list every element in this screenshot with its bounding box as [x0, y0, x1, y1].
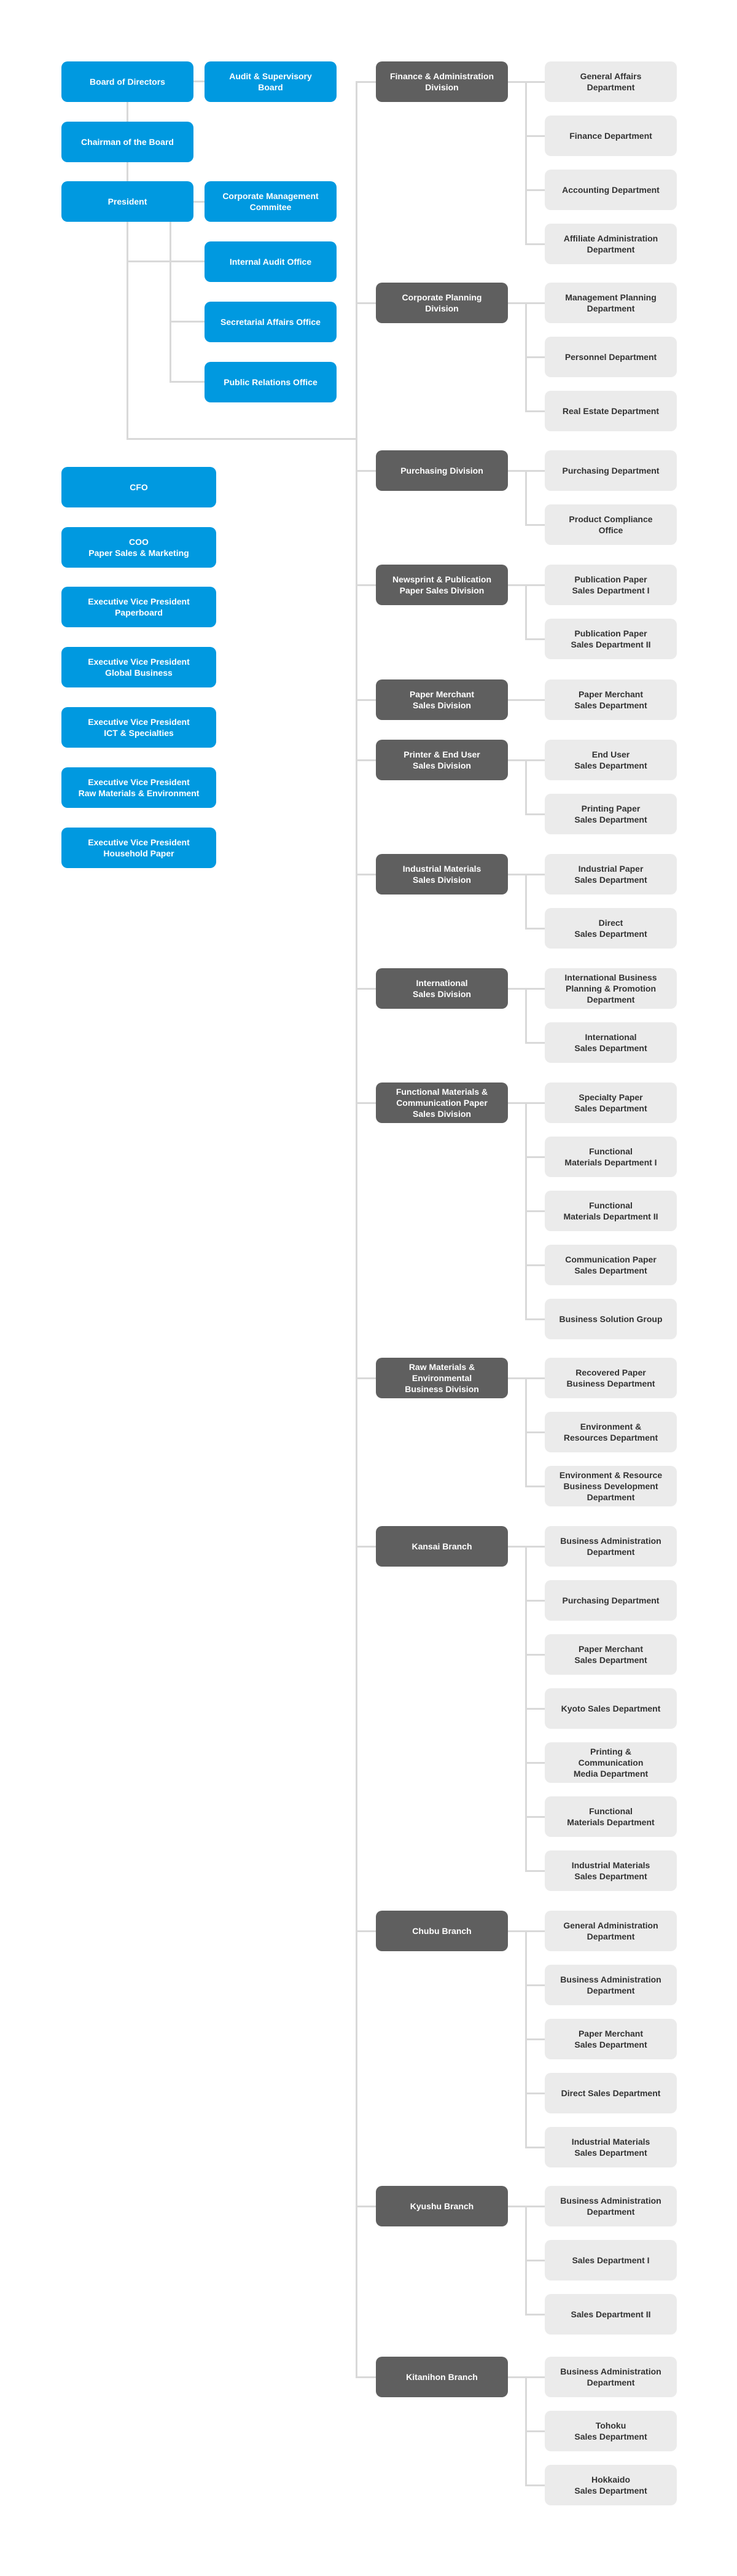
- division-to-department-connector: [508, 302, 545, 304]
- division-to-department-connector: [508, 1102, 545, 1104]
- department-connector: [525, 135, 545, 137]
- trunk-to-division-connector: [356, 1930, 376, 1932]
- department-connector: [525, 1042, 545, 1044]
- division-box: Chubu Branch: [376, 1911, 508, 1951]
- department-box: General Affairs Department: [545, 61, 677, 102]
- department-box: Industrial Materials Sales Department: [545, 1850, 677, 1891]
- division-to-department-connector: [508, 584, 545, 586]
- department-box: International Business Planning & Promotion Department: [545, 968, 677, 1009]
- department-box: Sales Department I: [545, 2240, 677, 2280]
- trunk-to-division-connector: [356, 584, 376, 586]
- division-to-department-connector: [508, 699, 545, 701]
- department-connector: [525, 410, 545, 412]
- division-to-department-connector: [508, 759, 545, 761]
- department-box: Publication Paper Sales Department I: [545, 565, 677, 605]
- department-box: Management Planning Department: [545, 283, 677, 323]
- office-connector: [170, 381, 205, 383]
- department-box: General Administration Department: [545, 1911, 677, 1951]
- division-to-department-connector: [508, 874, 545, 875]
- division-to-department-connector: [508, 988, 545, 990]
- trunk-to-division-connector: [356, 874, 376, 875]
- department-connector: [525, 813, 545, 815]
- department-box: Publication Paper Sales Department II: [545, 619, 677, 659]
- trunk-to-division-connector: [356, 2206, 376, 2207]
- president-box: President: [61, 181, 193, 222]
- trunk-to-division-connector: [356, 988, 376, 990]
- department-box: Paper Merchant Sales Department: [545, 1634, 677, 1675]
- department-box: End User Sales Department: [545, 740, 677, 780]
- department-branch-line: [525, 760, 527, 815]
- public-relations-office-box: Public Relations Office: [205, 362, 337, 402]
- department-box: Sales Department II: [545, 2294, 677, 2335]
- division-box: Finance & Administration Division: [376, 61, 508, 102]
- department-branch-line: [525, 2206, 527, 2315]
- department-connector: [525, 2093, 545, 2094]
- executive-box: Executive Vice President Raw Materials & Environment: [61, 767, 216, 808]
- department-branch-line: [525, 1931, 527, 2148]
- trunk-to-division-connector: [356, 759, 376, 761]
- trunk-to-division-connector: [356, 1377, 376, 1379]
- division-box: International Sales Division: [376, 968, 508, 1009]
- department-connector: [525, 1431, 545, 1433]
- department-connector: [525, 1816, 545, 1818]
- department-connector: [525, 189, 545, 191]
- division-box: Printer & End User Sales Division: [376, 740, 508, 780]
- division-box: Newsprint & Publication Paper Sales Division: [376, 565, 508, 605]
- department-connector: [525, 1210, 545, 1212]
- department-box: Finance Department: [545, 115, 677, 156]
- department-box: International Sales Department: [545, 1022, 677, 1063]
- department-box: Recovered Paper Business Department: [545, 1358, 677, 1398]
- division-to-department-connector: [508, 1377, 545, 1379]
- trunk-to-division-connector: [356, 2376, 376, 2378]
- executive-box: Executive Vice President ICT & Specialties: [61, 707, 216, 748]
- audit-supervisory-board-box: Audit & Supervisory Board: [205, 61, 337, 102]
- department-box: Printing & Communication Media Department: [545, 1742, 677, 1783]
- department-branch-line: [525, 989, 527, 1043]
- trunk-to-division-connector: [356, 81, 376, 83]
- department-box: Communication Paper Sales Department: [545, 1245, 677, 1285]
- department-connector: [525, 928, 545, 930]
- internal-audit-office-box: Internal Audit Office: [205, 241, 337, 282]
- division-box: Industrial Materials Sales Division: [376, 854, 508, 895]
- office-connector: [170, 321, 205, 323]
- president-committee-connector: [193, 201, 205, 203]
- department-box: Functional Materials Department II: [545, 1191, 677, 1231]
- department-box: Business Solution Group: [545, 1299, 677, 1339]
- department-connector: [525, 1318, 545, 1320]
- executive-box: Executive Vice President Paperboard: [61, 587, 216, 627]
- department-branch-line: [525, 585, 527, 640]
- department-connector: [525, 1486, 545, 1487]
- division-box: Purchasing Division: [376, 450, 508, 491]
- department-connector: [525, 638, 545, 640]
- department-box: Business Administration Department: [545, 1965, 677, 2005]
- department-connector: [525, 356, 545, 358]
- department-box: Business Administration Department: [545, 1526, 677, 1567]
- office-connector: [170, 260, 205, 262]
- department-box: Environment & Resources Department: [545, 1412, 677, 1452]
- department-branch-line: [525, 1103, 527, 1320]
- executive-box: COO Paper Sales & Marketing: [61, 527, 216, 568]
- division-to-department-connector: [508, 2206, 545, 2207]
- department-box: Business Administration Department: [545, 2186, 677, 2226]
- department-box: Personnel Department: [545, 337, 677, 377]
- department-branch-line: [525, 1546, 527, 1871]
- division-box: Paper Merchant Sales Division: [376, 679, 508, 720]
- division-box: Kansai Branch: [376, 1526, 508, 1567]
- department-box: Direct Sales Department: [545, 908, 677, 949]
- department-box: Environment & Resource Business Development Department: [545, 1466, 677, 1506]
- department-branch-line: [525, 874, 527, 929]
- department-connector: [525, 1156, 545, 1158]
- trunk-to-division-connector: [356, 302, 376, 304]
- department-connector: [525, 1600, 545, 1602]
- department-connector: [525, 2484, 545, 2486]
- division-box: Functional Materials & Communication Paper Sales Division: [376, 1082, 508, 1123]
- department-branch-line: [525, 1378, 527, 1487]
- department-connector: [525, 2430, 545, 2432]
- department-connector: [525, 1984, 545, 1986]
- department-box: Purchasing Department: [545, 450, 677, 491]
- department-connector: [525, 2038, 545, 2040]
- department-box: Accounting Department: [545, 170, 677, 210]
- division-box: Corporate Planning Division: [376, 283, 508, 323]
- department-box: Affiliate Administration Department: [545, 224, 677, 264]
- department-box: Printing Paper Sales Department: [545, 794, 677, 834]
- department-branch-line: [525, 2377, 527, 2486]
- department-box: Tohoku Sales Department: [545, 2411, 677, 2451]
- division-box: Kyushu Branch: [376, 2186, 508, 2226]
- department-box: Paper Merchant Sales Department: [545, 2019, 677, 2059]
- department-box: Industrial Materials Sales Department: [545, 2127, 677, 2167]
- trunk-to-division-connector: [356, 470, 376, 472]
- president-to-divisions-line: [127, 438, 356, 440]
- division-box: Raw Materials & Environmental Business Division: [376, 1358, 508, 1398]
- trunk-to-division-connector: [356, 699, 376, 701]
- department-box: Purchasing Department: [545, 1580, 677, 1621]
- secretarial-affairs-office-box: Secretarial Affairs Office: [205, 302, 337, 342]
- department-box: Specialty Paper Sales Department: [545, 1082, 677, 1123]
- division-to-department-connector: [508, 470, 545, 472]
- board-of-directors-box: Board of Directors: [61, 61, 193, 102]
- department-connector: [525, 524, 545, 526]
- department-box: Paper Merchant Sales Department: [545, 679, 677, 720]
- office-link-line: [127, 260, 171, 262]
- division-to-department-connector: [508, 2376, 545, 2378]
- division-to-department-connector: [508, 1930, 545, 1932]
- executive-box: CFO: [61, 467, 216, 507]
- department-box: Product Compliance Office: [545, 504, 677, 545]
- department-box: Industrial Paper Sales Department: [545, 854, 677, 895]
- trunk-to-division-connector: [356, 1546, 376, 1548]
- department-box: Real Estate Department: [545, 391, 677, 431]
- division-to-department-connector: [508, 1546, 545, 1548]
- department-connector: [525, 2314, 545, 2316]
- chairman-box: Chairman of the Board: [61, 122, 193, 162]
- department-connector: [525, 2147, 545, 2148]
- division-box: Kitanihon Branch: [376, 2357, 508, 2397]
- department-connector: [525, 1708, 545, 1710]
- department-connector: [525, 1762, 545, 1764]
- department-connector: [525, 243, 545, 245]
- department-branch-line: [525, 471, 527, 525]
- department-connector: [525, 1654, 545, 1656]
- department-box: Business Administration Department: [545, 2357, 677, 2397]
- board-audit-connector: [193, 80, 205, 82]
- trunk-to-division-connector: [356, 1102, 376, 1104]
- corporate-management-committee-box: Corporate Management Commitee: [205, 181, 337, 222]
- department-box: Hokkaido Sales Department: [545, 2465, 677, 2505]
- department-box: Functional Materials Department: [545, 1796, 677, 1837]
- executive-box: Executive Vice President Global Business: [61, 647, 216, 687]
- department-connector: [525, 1870, 545, 1872]
- department-branch-line: [525, 82, 527, 245]
- department-box: Functional Materials Department I: [545, 1137, 677, 1177]
- department-connector: [525, 2260, 545, 2261]
- trunk-line-right: [356, 82, 357, 2378]
- department-box: Direct Sales Department: [545, 2073, 677, 2113]
- department-box: Kyoto Sales Department: [545, 1688, 677, 1729]
- department-branch-line: [525, 303, 527, 412]
- office-branch-line: [170, 222, 171, 383]
- executive-box: Executive Vice President Household Paper: [61, 828, 216, 868]
- division-to-department-connector: [508, 81, 545, 83]
- department-connector: [525, 1264, 545, 1266]
